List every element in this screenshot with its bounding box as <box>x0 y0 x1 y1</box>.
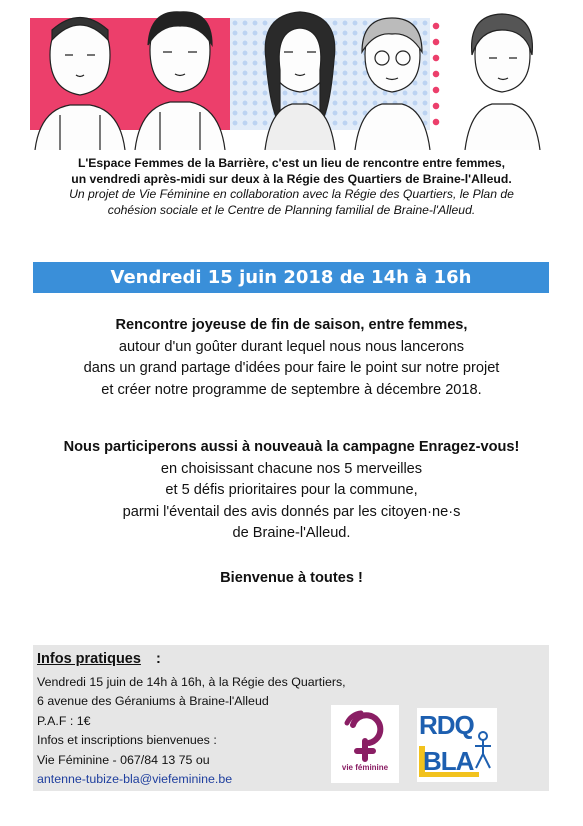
intro-line-2: un vendredi après-midi sur deux à la Régie des Quartiers de Braine-l'Alleud. <box>71 171 512 186</box>
vie-feminine-label: vie féminine <box>341 763 389 772</box>
rdq-text: RDQ <box>419 710 474 740</box>
intro-line-1: L'Espace Femmes de la Barrière, c'est un lieu de rencontre entre femmes, <box>77 156 506 170</box>
paragraph2-line-1: Nous participerons aussi à nouveauà la campagne Enragez-vous! <box>63 439 520 455</box>
infos-line-2: 6 avenue des Géraniums à Braine-l'Alleud <box>37 694 269 709</box>
infos-line-4: Infos et inscriptions bienvenues : <box>37 733 217 748</box>
paragraph-campagne <box>20 437 563 545</box>
paragraph2-line-4: parmi l'éventail des avis donnés par les citoyen·ne·s <box>122 503 461 520</box>
infos-line-1: Vendredi 15 juin de 14h à 16h, à la Régie des Quartiers, <box>37 675 346 689</box>
paragraph2-line-5: de Braine-l'Alleud. <box>232 525 351 541</box>
header-illustration <box>30 0 553 150</box>
intro-line-4: cohésion sociale et le Centre de Planning familial de Braine-l'Alleud. <box>107 202 476 217</box>
person-icon <box>471 730 495 770</box>
paragraph1-line-4: et créer notre programme de septembre à décembre 2018. <box>101 381 482 398</box>
infos-line-5: Vie Féminine - 067/84 13 75 ou <box>37 752 210 767</box>
paragraph1-line-2: autour d'un goûter durant lequel nous nous lancerons <box>118 338 465 355</box>
intro-text <box>20 156 563 218</box>
paragraph2-line-3: et 5 défis prioritaires pour la commune, <box>165 482 418 498</box>
welcome-text <box>20 568 563 590</box>
infos-line-3: P.A.F : 1€ <box>37 713 91 728</box>
female-symbol-icon <box>331 705 399 765</box>
women-drawing <box>30 0 553 150</box>
infos-title: Infos pratiques <box>37 651 141 667</box>
paragraph1-line-1: Rencontre joyeuse de fin de saison, entre femmes, <box>115 317 468 333</box>
vie-feminine-logo <box>331 705 399 783</box>
infos-title-colon: : <box>156 651 161 667</box>
paragraph-rencontre <box>20 315 563 401</box>
intro-line-3: Un projet de Vie Féminine en collaboration avec la Régie des Quartiers, le Plan de <box>69 187 514 201</box>
paragraph1-line-3: dans un grand partage d'idées pour faire le point sur notre projet <box>83 360 500 376</box>
infos-pratiques-box <box>33 645 549 791</box>
email-link[interactable]: antenne-tubize-bla@viefeminine.be <box>37 772 233 787</box>
welcome-line: Bienvenue à toutes ! <box>220 570 363 586</box>
date-banner: Vendredi 15 juin 2018 de 14h à 16h <box>33 262 549 293</box>
paragraph2-line-2: en choisissant chacune nos 5 merveilles <box>160 460 423 477</box>
rdq-bla-logo <box>417 708 497 782</box>
bla-text: BLA <box>423 746 474 776</box>
infos-lines <box>37 673 346 789</box>
